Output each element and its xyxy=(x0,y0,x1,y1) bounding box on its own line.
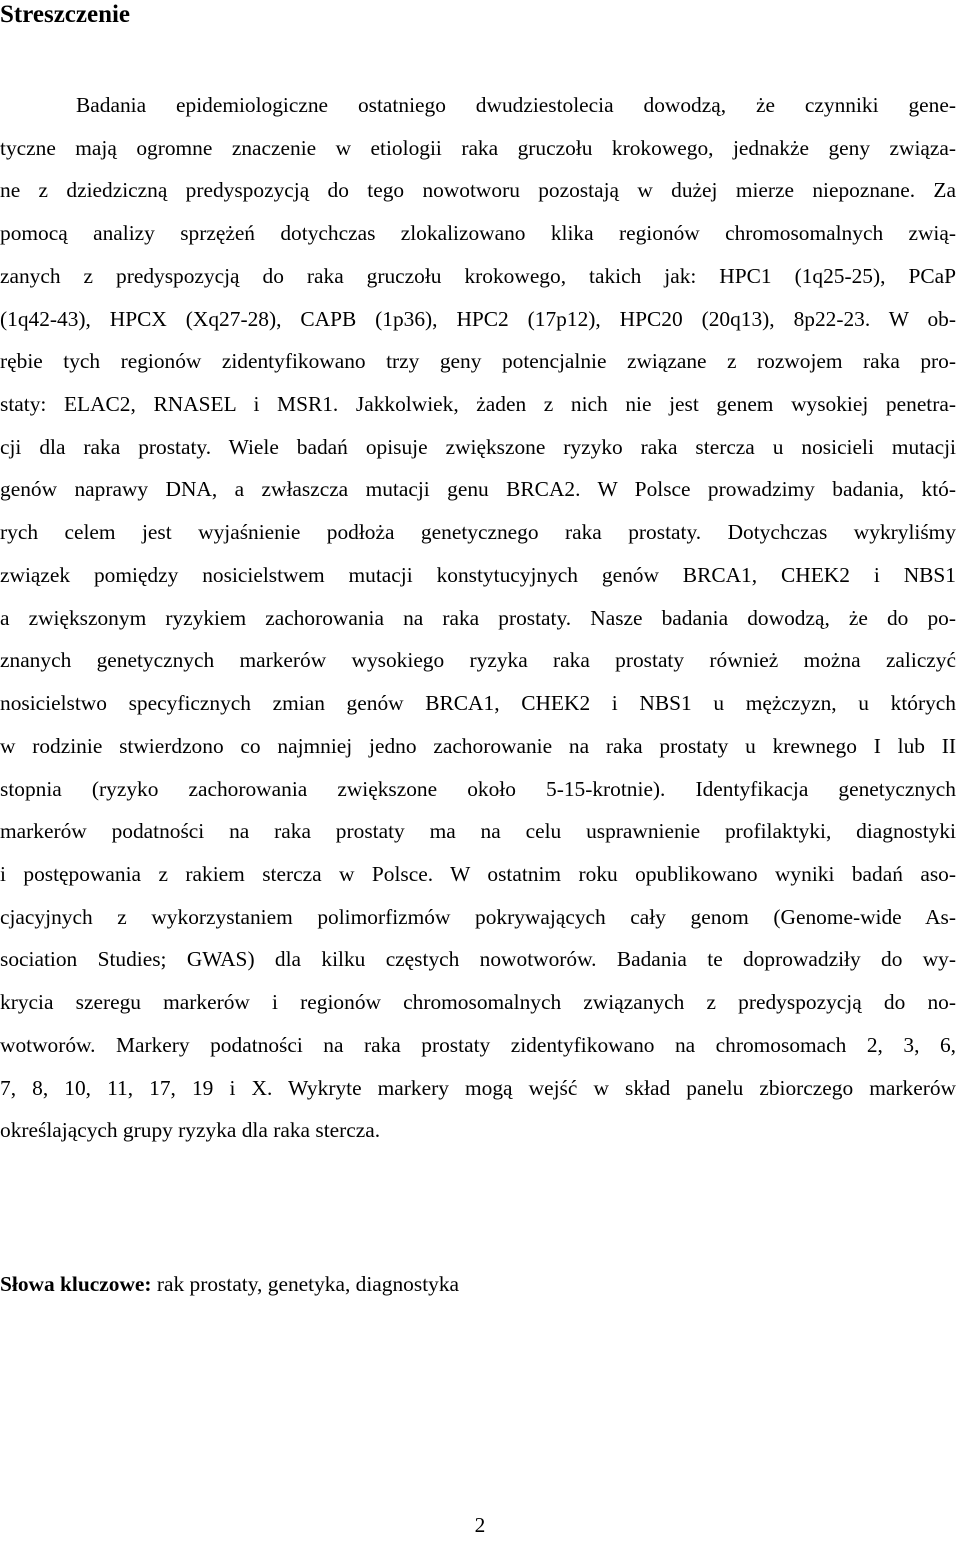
abstract-line: i postępowania z rakiem stercza w Polsce. W ostatnim roku opublikowano wyniki badań aso- xyxy=(0,861,956,886)
abstract-line: pomocą analizy sprzężeń dotychczas zlokalizowano klika regionów chromosomalnych zwią- xyxy=(0,221,956,246)
abstract-line: cjacyjnych z wykorzystaniem polimorfizmów pokrywających cały genom (Genome-wide As- xyxy=(0,904,956,929)
abstract-line: nosicielstwo specyficznych zmian genów BRCA1, CHEK2 i NBS1 u mężczyzn, u których xyxy=(0,691,956,716)
abstract-line: markerów podatności na raka prostaty ma na celu usprawnienie profilaktyki, diagnostyki xyxy=(0,819,956,844)
abstract-line: 7, 8, 10, 11, 17, 19 i X. Wykryte markery mogą wejść w skład panelu zbiorczego markerów xyxy=(0,1075,956,1100)
abstract-line: a zwiększonym ryzykiem zachorowania na raka prostaty. Nasze badania dowodzą, że do po- xyxy=(0,605,956,630)
abstract-line: tyczne mają ogromne znaczenie w etiologii raka gruczołu krokowego, jednakże geny związa- xyxy=(0,135,956,160)
abstract-line: ne z dziedziczną predyspozycją do tego nowotworu pozostają w dużej mierze niepoznane. Za xyxy=(0,178,956,203)
abstract-line: związek pomiędzy nosicielstwem mutacji konstytucyjnych genów BRCA1, CHEK2 i NBS1 xyxy=(0,562,956,587)
abstract-line: staty: ELAC2, RNASEL i MSR1. Jakkolwiek, żaden z nich nie jest genem wysokiej penetra- xyxy=(0,392,956,417)
abstract-paragraph xyxy=(0,84,956,1152)
abstract-line: zanych z predyspozycją do raka gruczołu krokowego, takich jak: HPC1 (1q25-25), PCaP xyxy=(0,263,956,288)
keywords-text: rak prostaty, genetyka, diagnostyka xyxy=(156,1272,460,1296)
keywords-label: Słowa kluczowe: xyxy=(0,1272,152,1296)
abstract-line: stopnia (ryzyko zachorowania zwiększone około 5-15-krotnie). Identyfikacja genetycznych xyxy=(0,776,956,801)
abstract-line: określających grupy ryzyka dla raka stercza. xyxy=(0,1118,381,1143)
abstract-line: sociation Studies; GWAS) dla kilku częstych nowotworów. Badania te doprowadziły do wy- xyxy=(0,947,956,972)
abstract-line: rębie tych regionów zidentyfikowano trzy geny potencjalnie związane z rozwojem raka pro- xyxy=(0,349,956,374)
abstract-line: (1q42-43), HPCX (Xq27-28), CAPB (1p36), HPC2 (17p12), HPC20 (20q13), 8p22-23. W ob- xyxy=(0,306,956,331)
abstract-line: Badania epidemiologiczne ostatniego dwudziestolecia dowodzą, że czynniki gene- xyxy=(76,93,956,117)
page-number: 2 xyxy=(474,1513,486,1537)
abstract-line: wotworów. Markery podatności na raka prostaty zidentyfikowano na chromosomach 2, 3, 6, xyxy=(0,1032,956,1057)
abstract-line: cji dla raka prostaty. Wiele badań opisuje zwiększone ryzyko raka stercza u nosicieli mutacji xyxy=(0,434,956,459)
page-title: Streszczenie xyxy=(0,1,131,28)
abstract-line: w rodzinie stwierdzono co najmniej jedno zachorowanie na raka prostaty u krewnego I lub II xyxy=(0,733,956,758)
abstract-line: genów naprawy DNA, a zwłaszcza mutacji genu BRCA2. W Polsce prowadzimy badania, któ- xyxy=(0,477,956,502)
abstract-line: rych celem jest wyjaśnienie podłoża genetycznego raka prostaty. Dotychczas wykryliśmy xyxy=(0,520,956,545)
abstract-line: krycia szeregu markerów i regionów chromosomalnych związanych z predyspozycją do no- xyxy=(0,990,956,1015)
keywords xyxy=(0,1266,459,1302)
abstract-line: znanych genetycznych markerów wysokiego ryzyka raka prostaty również można zaliczyć xyxy=(0,648,956,673)
